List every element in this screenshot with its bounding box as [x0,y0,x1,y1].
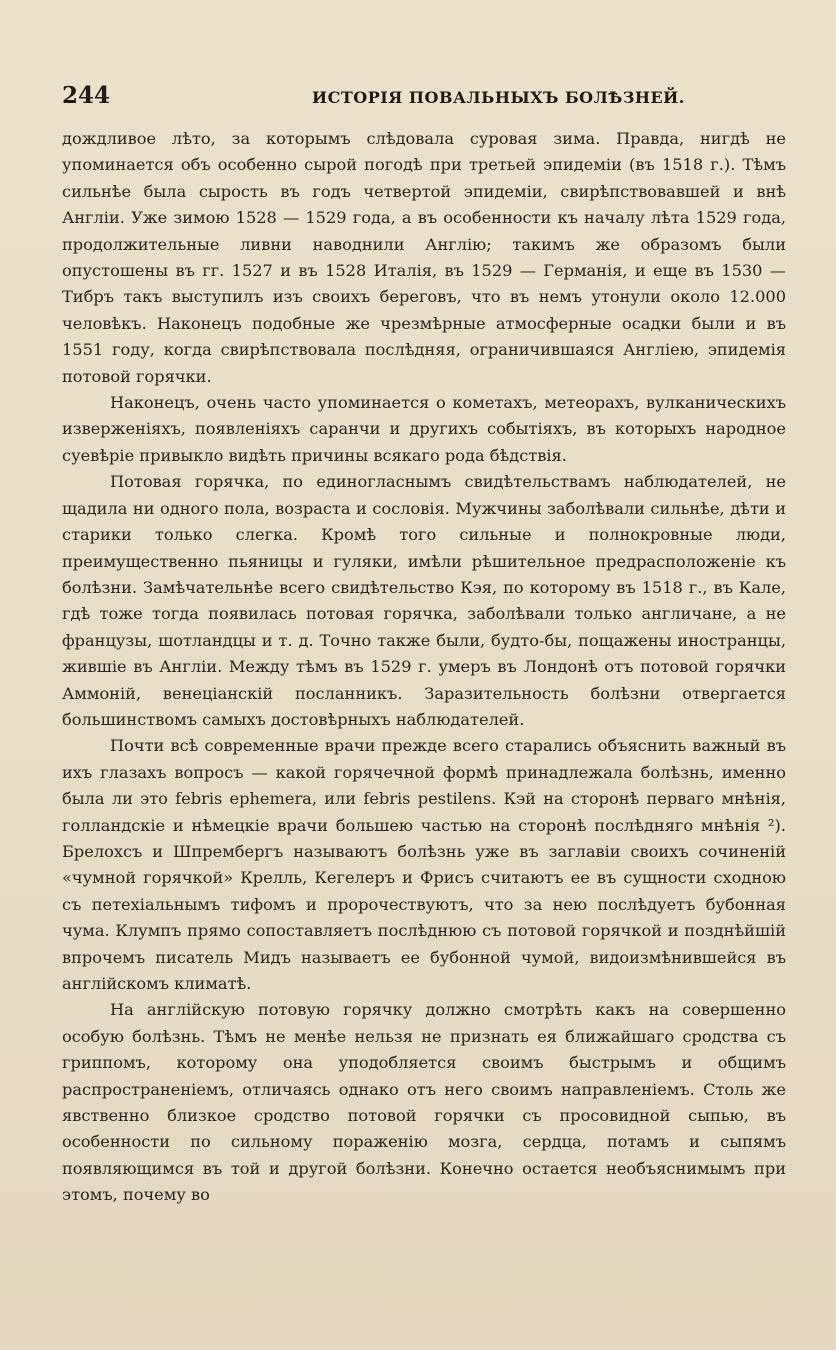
paragraph-2: Наконецъ, очень часто упоминается о кометахъ, метеорахъ, вулканическихъ изверженіяхъ, появленіяхъ саранчи и другихъ событіяхъ, въ которыхъ народное суевѣріе привыкло видѣть причины всякаго рода бѣдствія. [62,393,786,465]
page-header [62,82,786,122]
paragraph-1: дождливое лѣто, за которымъ слѣдовала суровая зима. Правда, нигдѣ не упоминается объ особенно сырой погодѣ при третьей эпидеміи (въ 1518 г.). Тѣмъ сильнѣе была сырость въ годъ четвертой эпидеміи, свирѣпствовавшей и внѣ Англіи. Уже зимою 1528 — 1529 года, а въ особенности къ началу лѣта 1529 года, продолжительные ливни наводнили Англію; такимъ же образомъ были опустошены въ гг. 1527 и въ 1528 Италія, въ 1529 — Германія, и еще въ 1530 — Тибръ такъ выступилъ изъ своихъ береговъ, что въ немъ утонули около 12.000 человѣкъ. Наконецъ подобные же чрезмѣрные атмосферные осадки были и въ 1551 году, когда свирѣпствовала послѣдняя, ограничившаяся Англіею, эпидемія потовой горячки. [62,129,786,386]
page-number: 244 [62,82,111,109]
paragraph-5: На англійскую потовую горячку должно смотрѣть какъ на совершенно особую болѣзнь. Тѣмъ не менѣе нельзя не признать ея ближайшаго сродства съ гриппомъ, которому она уподобляется своимъ быстрымъ и общимъ распространеніемъ, отличаясь однако отъ него своимъ направленіемъ. Столь же явственно близкое сродство потовой горячки съ просовидной сыпью, въ особенности по сильному пораженію мозга, сердца, потамъ и сыпямъ появляющимся въ той и другой болѣзни. Конечно остается необъяснимымъ при этомъ, почему во [62,1000,786,1205]
paragraph-3: Потовая горячка, по единогласнымъ свидѣтельствамъ наблюдателей, не щадила ни одного пола, возраста и сословія. Мужчины заболѣвали сильнѣе, дѣти и старики только слегка. Кромѣ того сильные и полнокровные люди, преимущественно пьяницы и гуляки, имѣли рѣшительное предрасположеніе къ болѣзни. Замѣчательнѣе всего свидѣтельство Кэя, по которому въ 1518 г., въ Кале, гдѣ тоже тогда появилась потовая горячка, заболѣвали только англичане, а не французы, шотландцы и т. д. Точно также были, будто-бы, пощажены иностранцы, жившіе въ Англіи. Между тѣмъ въ 1529 г. умеръ въ Лондонѣ отъ потовой горячки Аммоній, венеціанскій посланникъ. Заразительность болѣзни отвергается большинствомъ самыхъ достовѣрныхъ наблюдателей. [62,472,786,729]
running-title: ИСТОРІЯ ПОВАЛЬНЫХЪ БОЛѢЗНЕЙ. [312,88,685,107]
paragraph-4: Почти всѣ современные врачи прежде всего старались объяснить важный въ ихъ глазахъ вопросъ — какой горячечной формѣ принадлежала болѣзнь, именно была ли это febris ephemera, или febris pestilens. Кэй на сторонѣ перваго мнѣнія, голландскіе и нѣмецкіе врачи большею частью на сторонѣ послѣдняго мнѣнія ²). Брелохсъ и Шпрембергъ называютъ болѣзнь уже въ заглавіи своихъ сочиненій «чумной горячкой» Крелль, Кегелеръ и Фрисъ считаютъ ее въ сущности сходною съ петехіальнымъ тифомъ и пророчествуютъ, что за нею послѣдуетъ бубонная чума. Клумпъ прямо сопоставляетъ послѣднюю съ потовой горячкой и позднѣйшій впрочемъ писатель Мидъ называетъ ее бубонной чумой, видоизмѣнившейся въ англійскомъ климатѣ. [62,736,786,993]
body-text [62,126,786,1209]
